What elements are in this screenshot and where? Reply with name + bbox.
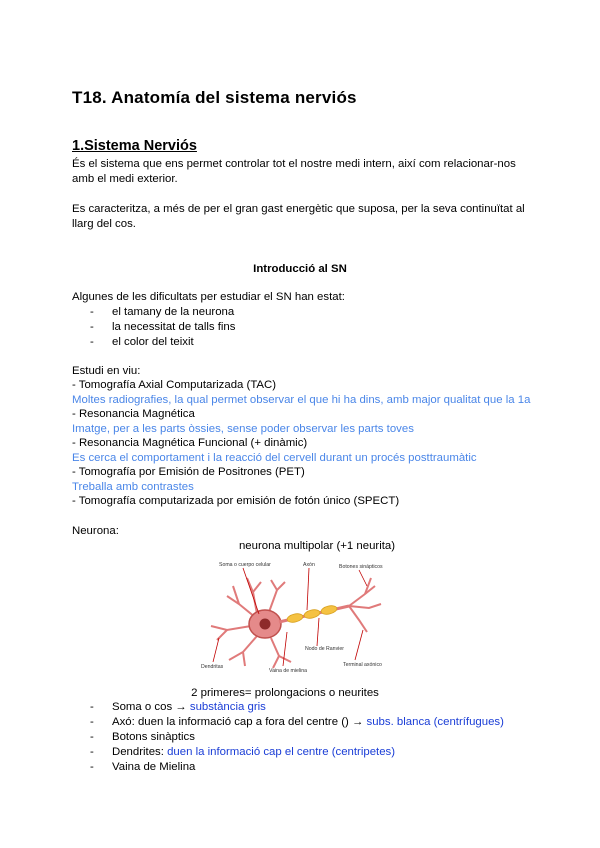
list-item: - la necessitat de talls fins (90, 321, 236, 333)
study-note: Treballa amb contrastes (72, 481, 194, 493)
study-name: - Tomografía computarizada por emisión de fotón único (SPECT) (72, 495, 400, 507)
page-title: T18. Anatomía del sistema nerviós (72, 88, 357, 107)
label-terminal: Terminal axónico (343, 662, 382, 668)
list-item: - Soma o cos → substància gris (90, 701, 266, 713)
study-note: Es cerca el comportament i la reacció del cervell durant un procés posttraumàtic (72, 452, 477, 464)
study-note: Imatge, per a les parts òssies, sense poder observar les parts toves (72, 423, 414, 435)
neuron-diagram (199, 556, 386, 679)
section-heading-sistema-nervios: 1.Sistema Nerviós (72, 138, 197, 154)
label-buttons: Botones sinápticos (339, 564, 383, 570)
label-soma: Soma o cuerpo celular (219, 562, 271, 568)
study-name: - Resonancia Magnética (72, 408, 195, 420)
label-node: Nodo de Ranvier (305, 646, 344, 652)
study-name: - Resonancia Magnética Funcional (+ dinàmic) (72, 437, 308, 449)
nucleus-shape (260, 619, 271, 630)
list-item: - el color del teixit (90, 336, 194, 348)
study-name: - Tomografía Axial Computarizada (TAC) (72, 379, 277, 391)
list-item: - Botons sinàptics (90, 731, 195, 743)
neuron-caption: neurona multipolar (+1 neurita) (238, 540, 396, 552)
study-name: - Tomografía por Emisión de Positrones (PET) (72, 466, 305, 478)
difficulties-intro: Algunes de les dificultats per estudiar el SN han estat: (72, 291, 345, 303)
studies-heading: Estudi en viu: (72, 365, 141, 377)
label-axon: Axón (303, 562, 315, 568)
intro-heading: Introducció al SN (253, 263, 347, 275)
paragraph-line: És el sistema que ens permet controlar tot el nostre medi intern, així com relacionar-nos (72, 158, 516, 170)
label-dendrites: Dendritas (201, 664, 224, 670)
label-myelin: Vaina de mielina (269, 668, 307, 674)
list-item: - el tamany de la neurona (90, 306, 235, 318)
paragraph-line: llarg del cos. (72, 218, 136, 230)
paragraph-line: Es caracteritza, a més de per el gran gast energètic que suposa, per la seva continuïtat al (72, 203, 525, 215)
neuron-label: Neurona: (72, 525, 119, 537)
list-item: - Axó: duen la informació cap a fora del centre () → subs. blanca (centrífugues) (90, 716, 504, 728)
neurites-summary: 2 primeres= prolongacions o neurites (191, 687, 379, 699)
study-note: Moltes radiografies, la qual permet observar el que hi ha dins, amb major qualitat que la 1a (72, 394, 531, 406)
list-item: - Vaina de Mielina (90, 761, 196, 773)
paragraph-line: amb el medi exterior. (72, 173, 178, 185)
list-item: - Dendrites: duen la informació cap el centre (centripetes) (90, 746, 396, 758)
